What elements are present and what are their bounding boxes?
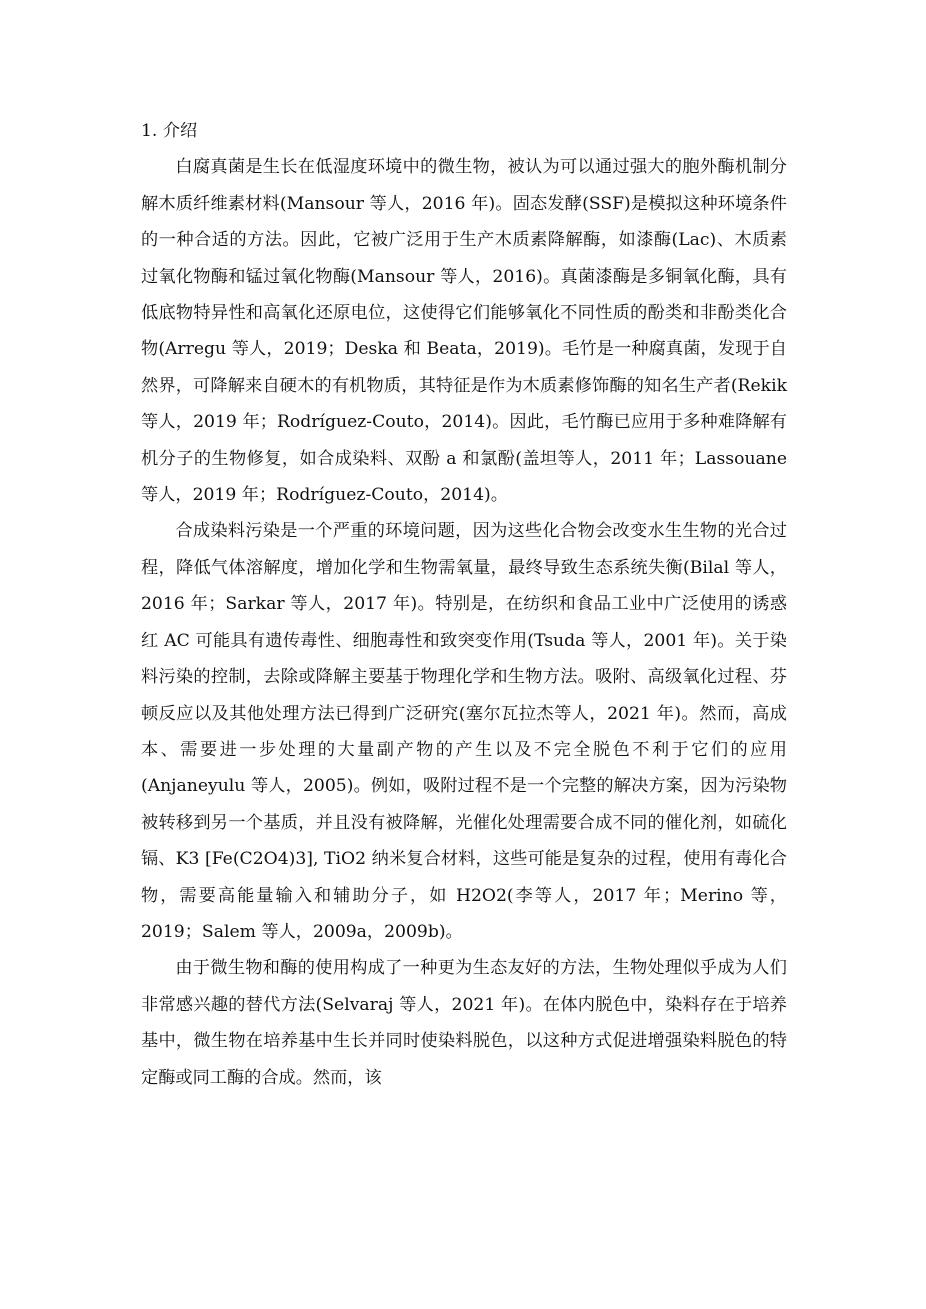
document-body [141, 113, 787, 1096]
paragraph-white-rot-fungi: 白腐真菌是生长在低湿度环境中的微生物，被认为可以通过强大的胞外酶机制分解木质纤维素材料(Mansour 等人，2016 年)。固态发酵(SSF)是模拟这种环境条件的一种合适的方法。因此，它被广泛用于生产木质素降解酶，如漆酶(Lac)、木质素过氧化物酶和锰过氧化物酶(Mansour 等人，2016)。真菌漆酶是多铜氧化酶，具有低底物特异性和高氧化还原电位，这使得它们能够氧化不同性质的酚类和非酚类化合物(Arregu 等人，2019；Deska 和 Beata，2019)。毛竹是一种腐真菌，发现于自然界，可降解来自硬木的有机物质，其特征是作为木质素修饰酶的知名生产者(Rekik 等人，2019 年；Rodríguez-Couto，2014)。因此，毛竹酶已应用于多种难降解有机分子的生物修复，如合成染料、双酚 a 和氯酚(盖坦等人，2011 年；Lassouane 等人，2019 年；Rodríguez-Couto，2014)。 [141, 157, 787, 506]
section-heading: 1. 介绍 [141, 121, 198, 141]
paragraph-biological-treatment: 由于微生物和酶的使用构成了一种更为生态友好的方法，生物处理似乎成为人们非常感兴趣的替代方法(Selvaraj 等人，2021 年)。在体内脱色中，染料存在于培养基中，微生物在培养基中生长并同时使染料脱色，以这种方式促进增强染料脱色的特定酶或同工酶的合成。然而，该 [141, 958, 787, 1088]
paragraph-dye-pollution: 合成染料污染是一个严重的环境问题，因为这些化合物会改变水生生物的光合过程，降低气体溶解度，增加化学和生物需氧量，最终导致生态系统失衡(Bilal 等人，2016 年；Sarkar 等人，2017 年)。特别是，在纺织和食品工业中广泛使用的诱惑红 AC 可能具有遗传毒性、细胞毒性和致突变作用(Tsuda 等人，2001 年)。关于染料污染的控制，去除或降解主要基于物理化学和生物方法。吸附、高级氧化过程、芬顿反应以及其他处理方法已得到广泛研究(塞尔瓦拉杰等人，2021 年)。然而，高成本、需要进一步处理的大量副产物的产生以及不完全脱色不利于它们的应用(Anjaneyulu 等人，2005)。例如，吸附过程不是一个完整的解决方案，因为污染物被转移到另一个基质，并且没有被降解，光催化处理需要合成不同的催化剂，如硫化镉、K3 [Fe(C2O4)3], TiO2 纳米复合材料，这些可能是复杂的过程，使用有毒化合物，需要高能量输入和辅助分子，如 H2O2(李等人，2017 年；Merino 等，2019；Salem 等人，2009a，2009b)。 [141, 521, 787, 942]
